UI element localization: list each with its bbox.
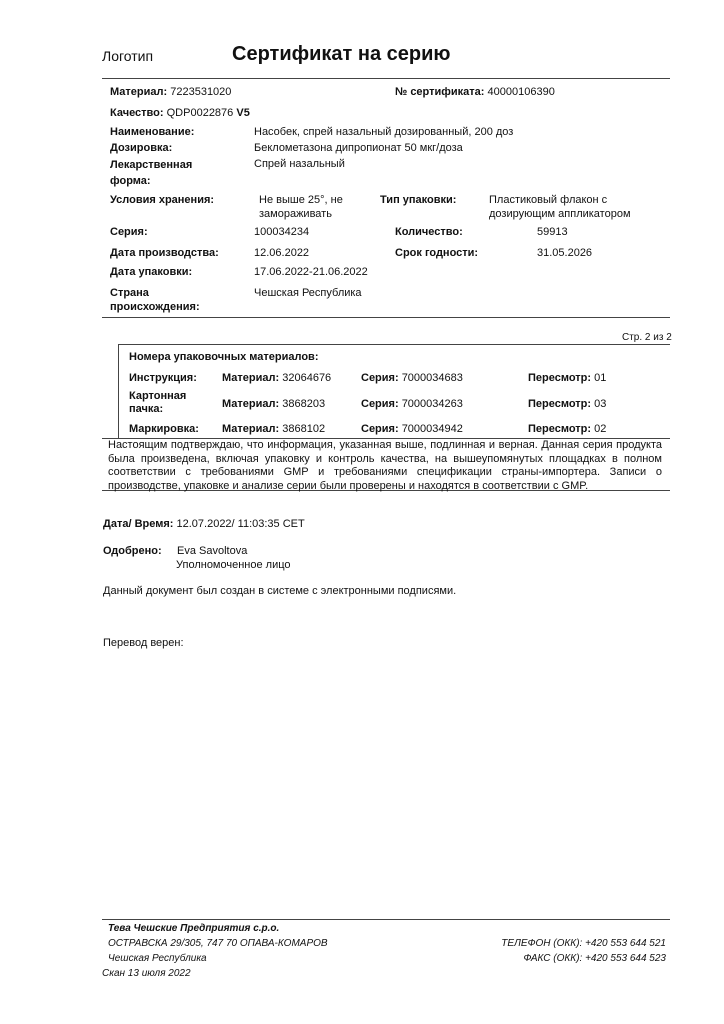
pack-date-value: 17.06.2022-21.06.2022 xyxy=(254,266,368,278)
confirmation-statement xyxy=(108,439,662,493)
approved-label: Одобрено: xyxy=(103,545,162,557)
series-label: Серия: xyxy=(110,226,148,238)
quality-value: QDP0022876 xyxy=(166,107,234,119)
quality-label: Качество: xyxy=(110,107,164,119)
packaging-material-value: 32064676 xyxy=(282,372,332,384)
packaging-revision-label: Пересмотр: xyxy=(528,423,592,435)
footer-phone: ТЕЛЕФОН (ОКК): +420 553 644 521 xyxy=(501,938,666,949)
packaging-row-material xyxy=(222,422,325,436)
logo-placeholder: Логотип xyxy=(102,48,154,64)
packaging-row-label xyxy=(129,390,186,416)
packaging-row-series xyxy=(361,397,463,411)
packaging-revision-value: 02 xyxy=(594,423,607,435)
packaging-revision-label: Пересмотр: xyxy=(528,372,592,384)
quantity-value: 59913 xyxy=(537,226,568,238)
material-field xyxy=(110,85,231,99)
country-label-line-2: происхождения: xyxy=(110,301,200,313)
packaging-series-label: Серия: xyxy=(361,372,399,384)
packaging-material-label: Материал: xyxy=(222,398,280,410)
datetime-field xyxy=(103,517,305,531)
series-value: 100034234 xyxy=(254,226,310,238)
packaging-row-label-line-1: Картонная xyxy=(129,390,187,402)
confirmation-line: была произведена, включая упаковку и контроль качества, на вышеупомянутых площадках в полном xyxy=(108,452,662,465)
packaging-material-value: 3868203 xyxy=(282,398,326,410)
packaging-heading: Номера упаковочных материалов: xyxy=(129,351,319,363)
country-label xyxy=(110,286,200,314)
datetime-value: 12.07.2022/ 11:03:35 CET xyxy=(176,518,305,530)
datetime-label: Дата/ Время: xyxy=(103,518,174,530)
page-title: Сертификат на серию xyxy=(232,43,451,65)
scan-date: Скан 13 июля 2022 xyxy=(102,968,191,979)
material-label: Материал: xyxy=(110,86,168,98)
production-date-label: Дата производства: xyxy=(110,247,219,259)
name-value: Насобек, спрей назальный дозированный, 200 доз xyxy=(254,126,514,138)
packaging-revision-value: 03 xyxy=(594,398,607,410)
storage-value-line-1: Не выше 25°, не xyxy=(259,194,343,206)
country-value: Чешская Республика xyxy=(254,287,362,299)
form-label-line-1: Лекарственная xyxy=(110,159,193,171)
info-box-top-border xyxy=(102,78,670,79)
pack-type-value xyxy=(489,193,631,221)
packaging-material-value: 3868102 xyxy=(282,423,326,435)
packaging-row-material xyxy=(222,397,325,411)
production-date-value: 12.06.2022 xyxy=(254,247,310,259)
name-label: Наименование: xyxy=(110,126,195,138)
quantity-label: Количество: xyxy=(395,226,463,238)
packaging-material-label: Материал: xyxy=(222,372,280,384)
approved-by xyxy=(176,544,291,572)
quality-field xyxy=(110,106,250,120)
certificate-field xyxy=(395,85,555,99)
form-value: Спрей назальный xyxy=(254,158,345,170)
quality-version: V5 xyxy=(236,107,250,119)
pack-date-label: Дата упаковки: xyxy=(110,266,193,278)
approved-role: Уполномоченное лицо xyxy=(176,559,291,571)
footer-address: ОСТРАВСКА 29/305, 747 70 ОПАВА-КОМАРОВ xyxy=(108,938,328,949)
material-value: 7223531020 xyxy=(170,86,232,98)
expiry-value: 31.05.2026 xyxy=(537,247,593,259)
confirmation-line: производстве, упаковке и анализе серии были проверены и находятся в соответствии с GMP. xyxy=(108,479,589,492)
storage-value-line-2: замораживать xyxy=(259,208,332,220)
packaging-series-value: 7000034683 xyxy=(401,372,463,384)
footer-fax: ФАКС (ОКК): +420 553 644 523 xyxy=(523,953,666,964)
electronic-signature-note: Данный документ был создан в системе с электронными подписями. xyxy=(103,585,457,597)
packaging-row-label: Инструкция: xyxy=(129,372,197,384)
packaging-revision-value: 01 xyxy=(594,372,607,384)
storage-label: Условия хранения: xyxy=(110,194,215,206)
info-box-bottom-border xyxy=(102,317,670,318)
dosage-label: Дозировка: xyxy=(110,142,173,154)
packaging-row-series xyxy=(361,371,463,385)
packaging-row-label-line-2: пачка: xyxy=(129,403,164,415)
pack-type-value-line-1: Пластиковый флакон с xyxy=(489,194,608,206)
dosage-value: Беклометазона дипропионат 50 мкг/доза xyxy=(254,142,463,154)
confirmation-line: Настоящим подтверждаю, что информация, указанная выше, подлинная и верная. Данная серия продукта xyxy=(108,439,662,451)
packaging-series-label: Серия: xyxy=(361,398,399,410)
pack-type-label: Тип упаковки: xyxy=(380,194,457,206)
packaging-row-series xyxy=(361,422,463,436)
translation-label: Перевод верен: xyxy=(103,637,184,649)
form-label xyxy=(110,157,192,189)
packaging-revision-label: Пересмотр: xyxy=(528,398,592,410)
approved-name: Eva Savoltova xyxy=(177,545,248,557)
page-number: Стр. 2 из 2 xyxy=(622,332,672,343)
packaging-row-revision xyxy=(528,422,606,436)
form-label-line-2: форма: xyxy=(110,175,151,187)
packaging-row-label: Маркировка: xyxy=(129,423,199,435)
packaging-row-material xyxy=(222,371,331,385)
confirmation-line: соответствии с требованиями GMP и требованиями спецификации страны-импортера. Записи о xyxy=(108,466,662,478)
packaging-series-value: 7000034942 xyxy=(401,423,463,435)
pack-type-value-line-2: дозирующим аппликатором xyxy=(489,208,631,220)
country-label-line-1: Страна xyxy=(110,287,149,299)
packaging-row-revision xyxy=(528,371,606,385)
footer-divider xyxy=(102,919,670,920)
certificate-value: 40000106390 xyxy=(487,86,555,98)
packaging-box-left-border xyxy=(118,344,119,438)
packaging-material-label: Материал: xyxy=(222,423,280,435)
packaging-series-label: Серия: xyxy=(361,423,399,435)
storage-value xyxy=(259,193,343,221)
packaging-row-revision xyxy=(528,397,606,411)
packaging-series-value: 7000034263 xyxy=(401,398,463,410)
certificate-label: № сертификата: xyxy=(395,86,485,98)
expiry-label: Срок годности: xyxy=(395,247,479,259)
footer-country: Чешская Республика xyxy=(108,953,207,964)
footer-company: Тева Чешские Предприятия с.р.о. xyxy=(108,923,280,934)
packaging-box-top-border xyxy=(118,344,670,345)
